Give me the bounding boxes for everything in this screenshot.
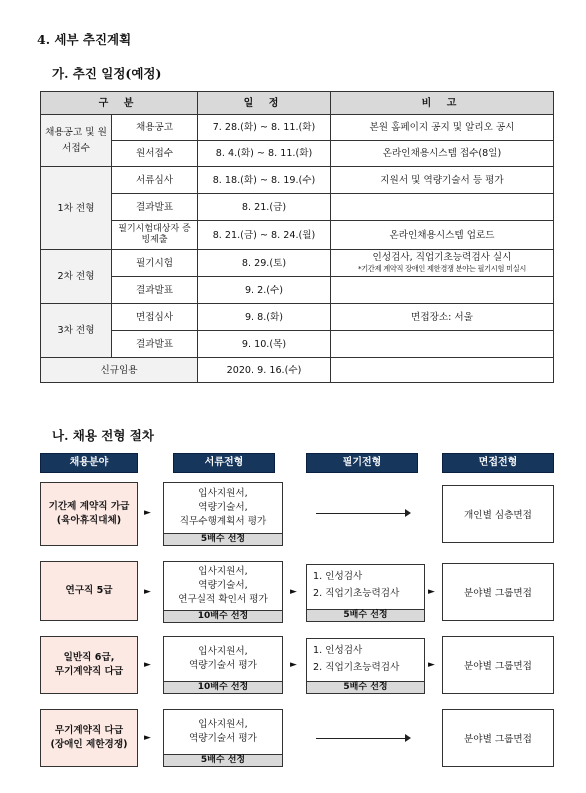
doc-line: 입사지원서, (198, 566, 248, 577)
arrow-icon: ► (290, 660, 297, 670)
note-cell (331, 331, 554, 358)
flow-interview-box: 분야별 그룹면접 (442, 563, 554, 621)
final-date-cell: 2020. 9. 16.(수) (198, 358, 331, 383)
note-cell (331, 277, 554, 304)
arrow-icon: ► (144, 660, 151, 670)
doc-line: 역량기술서 평가 (189, 733, 257, 744)
flow-field-box (40, 709, 138, 767)
field-line: (장애인 제한경쟁) (50, 739, 128, 750)
doc-line: 직무수행계획서 평가 (179, 516, 267, 527)
flow-interview-box: 개인별 심층면접 (442, 485, 554, 543)
written-selection-label: 5배수 선정 (307, 609, 424, 621)
subsection-schedule-title: 가. 추진 일정(예정) (52, 66, 162, 81)
flow-document-box (163, 482, 283, 546)
item-cell: 면접심사 (112, 304, 198, 331)
doc-line: 역량기술서, (198, 502, 248, 513)
group-cell: 3차 전형 (41, 304, 112, 358)
subsection-process-title: 나. 채용 전형 절차 (52, 428, 154, 443)
flow-header-written: 필기전형 (306, 453, 418, 473)
final-note-cell (331, 358, 554, 383)
written-line: 1. 인성검사 (313, 645, 363, 656)
written-line: 2. 직업기초능력검사 (313, 588, 400, 599)
arrow-icon: ► (144, 587, 151, 597)
note-cell (331, 250, 554, 277)
field-line: 무기계약직 다급 (54, 725, 124, 736)
table-row (41, 167, 554, 194)
group-cell: 채용공고 및 원서접수 (41, 115, 112, 167)
flow-interview-box: 분야별 그룹면접 (442, 709, 554, 767)
flow-header-interview: 면접전형 (442, 453, 554, 473)
arrow-icon: ► (290, 587, 297, 597)
flow-written-box (306, 638, 425, 694)
doc-line: 입사지원서, (198, 646, 248, 657)
item-cell: 결과발표 (112, 194, 198, 221)
item-cell: 원서접수 (112, 141, 198, 167)
field-line: 일반직 6급, (63, 652, 115, 663)
flow-header-field: 채용분야 (40, 453, 138, 473)
table-row (41, 331, 554, 358)
written-line: 1. 인성검사 (313, 571, 363, 582)
note-footnote: *기간제 계약직 장애인 제한경쟁 분야는 필기시험 미실시 (358, 264, 526, 273)
note-cell: 온라인채용시스템 접수(8일) (331, 141, 554, 167)
skip-arrow-icon (316, 738, 406, 739)
field-line: 기간제 계약직 가급 (48, 501, 130, 512)
date-cell: 9. 8.(화) (198, 304, 331, 331)
note-cell (331, 194, 554, 221)
final-item-cell: 신규임용 (41, 358, 198, 383)
written-selection-label: 5배수 선정 (307, 681, 424, 693)
schedule-header-row (41, 92, 554, 115)
date-cell: 8. 21.(금) ~ 8. 24.(월) (198, 221, 331, 250)
flow-field-box (40, 636, 138, 694)
flow-field-box (40, 482, 138, 546)
flow-document-box (163, 709, 283, 767)
table-row (41, 250, 554, 277)
arrow-icon: ► (144, 733, 151, 743)
doc-selection-label: 10배수 선정 (164, 610, 282, 622)
note-cell: 온라인채용시스템 업로드 (331, 221, 554, 250)
date-cell: 8. 4.(화) ~ 8. 11.(화) (198, 141, 331, 167)
doc-line: 입사지원서, (198, 719, 248, 730)
table-row (41, 221, 554, 250)
table-row (41, 141, 554, 167)
note-cell: 면접장소: 서울 (331, 304, 554, 331)
doc-selection-label: 5배수 선정 (164, 754, 282, 766)
item-cell: 필기시험대상자 증빙제출 (112, 221, 198, 250)
table-row (41, 277, 554, 304)
doc-line: 역량기술서, (198, 580, 248, 591)
field-line: 연구직 5급 (65, 585, 113, 596)
written-line: 2. 직업기초능력검사 (313, 662, 400, 673)
field-line: 무기계약직 다급 (54, 666, 124, 677)
group-cell: 2차 전형 (41, 250, 112, 304)
table-row (41, 115, 554, 141)
flow-header-document: 서류전형 (173, 453, 275, 473)
item-cell: 필기시험 (112, 250, 198, 277)
table-row (41, 358, 554, 383)
doc-line: 연구실적 확인서 평가 (178, 594, 268, 605)
item-cell: 서류심사 (112, 167, 198, 194)
date-cell: 7. 28.(화) ~ 8. 11.(화) (198, 115, 331, 141)
flow-interview-box: 분야별 그룹면접 (442, 636, 554, 694)
date-cell: 9. 10.(목) (198, 331, 331, 358)
table-row (41, 304, 554, 331)
arrow-icon: ► (428, 587, 435, 597)
date-cell: 9. 2.(수) (198, 277, 331, 304)
doc-selection-label: 5배수 선정 (164, 533, 282, 545)
item-cell: 결과발표 (112, 277, 198, 304)
date-cell: 8. 21.(금) (198, 194, 331, 221)
group-cell: 1차 전형 (41, 167, 112, 250)
flow-written-box (306, 564, 425, 622)
date-cell: 8. 29.(토) (198, 250, 331, 277)
flow-field-box (40, 561, 138, 621)
item-cell: 결과발표 (112, 331, 198, 358)
header-category: 구 분 (41, 92, 198, 115)
item-cell: 채용공고 (112, 115, 198, 141)
flow-document-box (163, 636, 283, 694)
doc-line: 역량기술서 평가 (189, 660, 257, 671)
field-line: (육아휴직대체) (56, 515, 122, 526)
section-title: 4. 세부 추진계획 (37, 32, 132, 47)
arrow-icon: ► (428, 660, 435, 670)
doc-selection-label: 10배수 선정 (164, 681, 282, 693)
schedule-table (40, 91, 554, 383)
note-cell: 본원 홈페이지 공지 및 알리오 공시 (331, 115, 554, 141)
date-cell: 8. 18.(화) ~ 8. 19.(수) (198, 167, 331, 194)
note-cell: 지원서 및 역량기술서 등 평가 (331, 167, 554, 194)
table-row (41, 194, 554, 221)
note-main: 인성검사, 직업기초능력검사 실시 (372, 252, 512, 263)
skip-arrow-icon (316, 513, 406, 514)
header-note: 비 고 (331, 92, 554, 115)
arrow-icon: ► (144, 508, 151, 518)
header-date: 일 정 (198, 92, 331, 115)
flow-document-box (163, 561, 283, 623)
doc-line: 입사지원서, (198, 488, 248, 499)
